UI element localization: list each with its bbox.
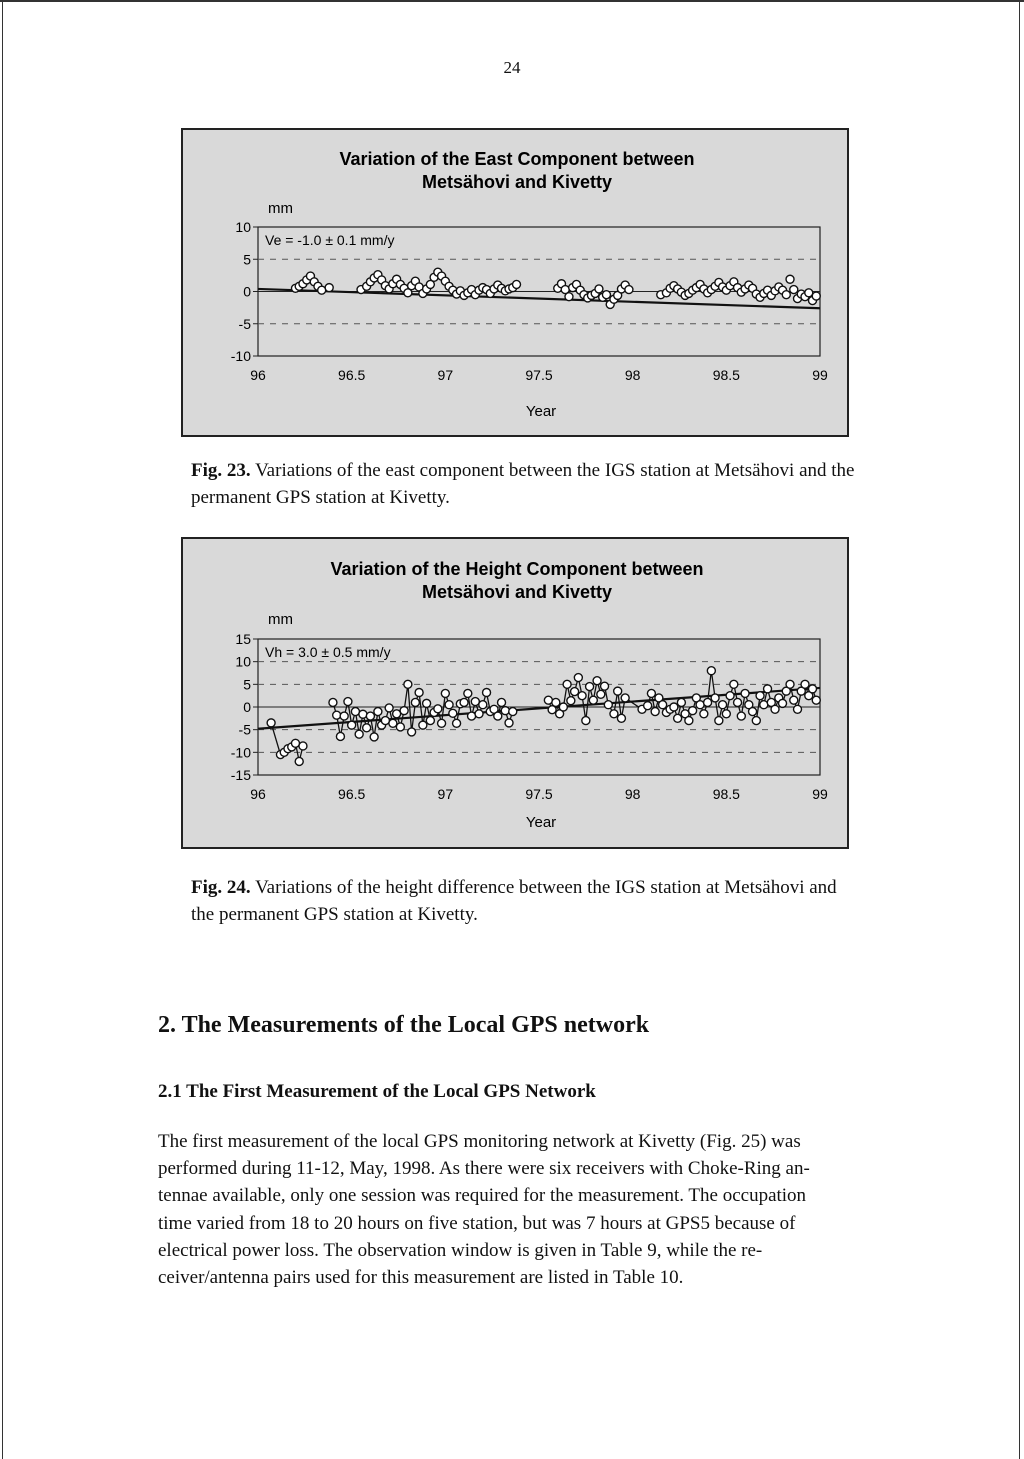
plot-area <box>231 631 828 802</box>
x-tick-label: 97 <box>437 367 454 383</box>
figure-23-caption <box>191 457 859 511</box>
data-point <box>385 704 393 712</box>
data-point <box>571 688 579 696</box>
data-point <box>370 733 378 741</box>
data-point <box>501 707 509 715</box>
data-point <box>355 730 363 738</box>
data-point <box>786 275 794 283</box>
data-point <box>677 698 685 706</box>
data-point <box>393 710 401 718</box>
data-point <box>756 692 764 700</box>
x-axis-label: Year <box>525 403 557 420</box>
data-point <box>610 710 618 718</box>
data-point <box>423 699 431 707</box>
chart-title-line2: Metsähovi and Kivetty <box>421 172 613 192</box>
y-axis-unit-label: mm <box>268 200 293 217</box>
data-point <box>396 723 404 731</box>
left-edge-line <box>2 0 3 1459</box>
data-point <box>419 721 427 729</box>
caption-text: Variations of the height difference between the IGS station at Metsähovi and the permanent GPS station at Kivetty. <box>191 877 837 925</box>
data-point <box>363 724 371 732</box>
caption-text: Variations of the east component between the IGS station at Metsähovi and the permanent GPS station at Kivetty. <box>191 460 855 508</box>
trend-line <box>258 688 820 729</box>
data-point <box>574 674 582 682</box>
data-point <box>374 708 382 716</box>
data-point <box>771 705 779 713</box>
right-edge-line <box>1019 0 1020 1459</box>
data-point <box>464 689 472 697</box>
data-point <box>494 712 502 720</box>
data-point <box>801 680 809 688</box>
data-point <box>559 703 567 711</box>
x-tick-label: 97.5 <box>525 786 553 802</box>
data-point <box>586 683 594 691</box>
data-point <box>336 732 344 740</box>
data-point <box>670 703 678 711</box>
y-tick-label: 15 <box>235 631 251 647</box>
data-point <box>348 721 356 729</box>
data-point <box>565 293 573 301</box>
data-point <box>471 698 479 706</box>
y-tick-label: 10 <box>235 653 251 670</box>
trend-annotation: Ve = -1.0 ± 0.1 mm/y <box>265 232 395 248</box>
data-point <box>752 717 760 725</box>
body-paragraph <box>158 1128 876 1291</box>
data-point <box>468 712 476 720</box>
y-axis-unit-label: mm <box>268 611 293 628</box>
x-tick-label: 96 <box>250 786 266 802</box>
data-point <box>674 714 682 722</box>
y-tick-label: 10 <box>235 219 251 235</box>
data-point <box>479 701 487 709</box>
chart-title-line1: Variation of the Height Component between <box>330 559 704 579</box>
data-point <box>408 728 416 736</box>
figure-24-chart <box>181 537 849 849</box>
data-point <box>333 711 341 719</box>
data-point <box>449 709 457 717</box>
data-point <box>267 719 275 727</box>
data-point <box>614 687 622 695</box>
data-point <box>340 712 348 720</box>
data-point <box>400 707 408 715</box>
paragraph-line: ceiver/antenna pairs used for this measurement are listed in Table 10. <box>158 1267 684 1289</box>
data-point <box>460 698 468 706</box>
data-point <box>325 284 333 292</box>
y-tick-label: -5 <box>238 721 251 738</box>
data-point <box>621 694 629 702</box>
data-point <box>589 696 597 704</box>
plot-area <box>231 219 828 383</box>
data-point <box>794 705 802 713</box>
figure-23-chart <box>181 128 849 437</box>
y-tick-label: -10 <box>230 348 251 364</box>
data-point <box>434 705 442 713</box>
data-point <box>726 692 734 700</box>
paragraph-line: tennae available, only one session was required for the measurement. The occupation <box>158 1185 807 1207</box>
data-point <box>498 698 506 706</box>
data-point <box>651 708 659 716</box>
data-point <box>805 289 813 297</box>
data-point <box>411 698 419 706</box>
data-point <box>426 717 434 725</box>
data-point <box>741 689 749 697</box>
caption-label: Fig. 23. <box>191 460 251 481</box>
trend-annotation: Vh = 3.0 ± 0.5 mm/y <box>265 644 391 660</box>
y-tick-label: 0 <box>243 283 251 300</box>
y-tick-label: 5 <box>243 251 251 268</box>
data-point <box>438 719 446 727</box>
x-tick-label: 96 <box>250 367 266 383</box>
data-point <box>344 698 352 706</box>
data-point <box>644 702 652 710</box>
data-point <box>593 677 601 685</box>
data-point <box>441 689 449 697</box>
data-point <box>786 680 794 688</box>
y-tick-label: 0 <box>243 699 251 715</box>
data-point <box>329 698 337 706</box>
data-point <box>601 682 609 690</box>
data-point <box>552 698 560 706</box>
data-point <box>563 680 571 688</box>
data-point <box>299 742 307 750</box>
data-point <box>505 719 513 727</box>
data-point <box>700 710 708 718</box>
x-tick-label: 96.5 <box>338 786 366 802</box>
section-heading: 2. The Measurements of the Local GPS network <box>158 1012 650 1038</box>
paragraph-line: time varied from 18 to 20 hours on five station, but was 7 hours at GPS5 because of <box>158 1212 796 1234</box>
x-tick-label: 96.5 <box>338 367 366 383</box>
data-point <box>544 696 552 704</box>
data-point <box>595 285 603 293</box>
data-point <box>359 710 367 718</box>
data-point <box>734 698 742 706</box>
data-point <box>475 710 483 718</box>
data-point <box>445 701 453 709</box>
data-point <box>404 680 412 688</box>
x-tick-label: 98 <box>624 367 641 383</box>
data-point <box>707 667 715 675</box>
data-point <box>295 757 303 765</box>
data-point <box>453 719 461 727</box>
caption-label: Fig. 24. <box>191 877 251 898</box>
data-point <box>513 280 521 288</box>
data-point <box>567 697 575 705</box>
data-point <box>483 688 491 696</box>
data-point <box>812 696 820 704</box>
data-point <box>790 696 798 704</box>
x-tick-label: 98.5 <box>712 367 740 383</box>
paragraph-line: The first measurement of the local GPS monitoring network at Kivetty (Fig. 25) was <box>158 1131 801 1152</box>
x-tick-label: 97.5 <box>525 367 553 383</box>
data-point <box>602 291 610 299</box>
chart-title-line2: Metsähovi and Kivetty <box>421 582 613 602</box>
x-tick-label: 99 <box>812 367 828 383</box>
y-tick-label: -10 <box>230 744 251 761</box>
data-point <box>582 717 590 725</box>
east-component-chart <box>183 130 847 435</box>
data-point <box>389 719 397 727</box>
y-tick-label: -15 <box>230 767 251 783</box>
data-point <box>790 286 798 294</box>
chart-title-line1: Variation of the East Component between <box>339 149 695 169</box>
x-tick-label: 98 <box>624 786 641 802</box>
x-tick-label: 97 <box>437 786 454 802</box>
data-point <box>809 685 817 693</box>
data-point <box>366 712 374 720</box>
data-point <box>696 701 704 709</box>
data-point <box>689 707 697 715</box>
data-point <box>715 717 723 725</box>
data-point <box>604 701 612 709</box>
data-point <box>578 692 586 700</box>
page-number: 24 <box>503 58 521 77</box>
y-tick-label: -5 <box>238 315 251 332</box>
data-point <box>685 717 693 725</box>
data-point <box>764 685 772 693</box>
height-component-chart <box>183 539 847 847</box>
data-point <box>737 712 745 720</box>
subsection-heading: 2.1 The First Measurement of the Local GPS Network <box>158 1081 596 1102</box>
x-tick-label: 98.5 <box>712 786 740 802</box>
data-point <box>730 680 738 688</box>
data-point <box>625 286 633 294</box>
data-point <box>509 708 517 716</box>
data-point <box>749 708 757 716</box>
data-point <box>779 699 787 707</box>
x-tick-label: 99 <box>812 786 828 802</box>
data-point <box>659 701 667 709</box>
data-point <box>782 291 790 299</box>
figure-24-caption <box>191 874 859 928</box>
data-point <box>760 701 768 709</box>
paragraph-line: performed during 11-12, May, 1998. As there were six receivers with Choke-Ring an- <box>158 1158 810 1180</box>
data-point <box>415 688 423 696</box>
data-point <box>647 689 655 697</box>
paragraph-line: electrical power loss. The observation window is given in Table 9, while the re- <box>158 1239 763 1261</box>
data-point <box>711 694 719 702</box>
data-point <box>722 710 730 718</box>
x-axis-label: Year <box>525 814 557 831</box>
data-point <box>719 701 727 709</box>
data-point <box>617 714 625 722</box>
data-point <box>704 698 712 706</box>
y-tick-label: 5 <box>243 676 251 693</box>
top-edge-line <box>0 0 1024 2</box>
data-point <box>812 292 820 300</box>
data-point <box>597 690 605 698</box>
